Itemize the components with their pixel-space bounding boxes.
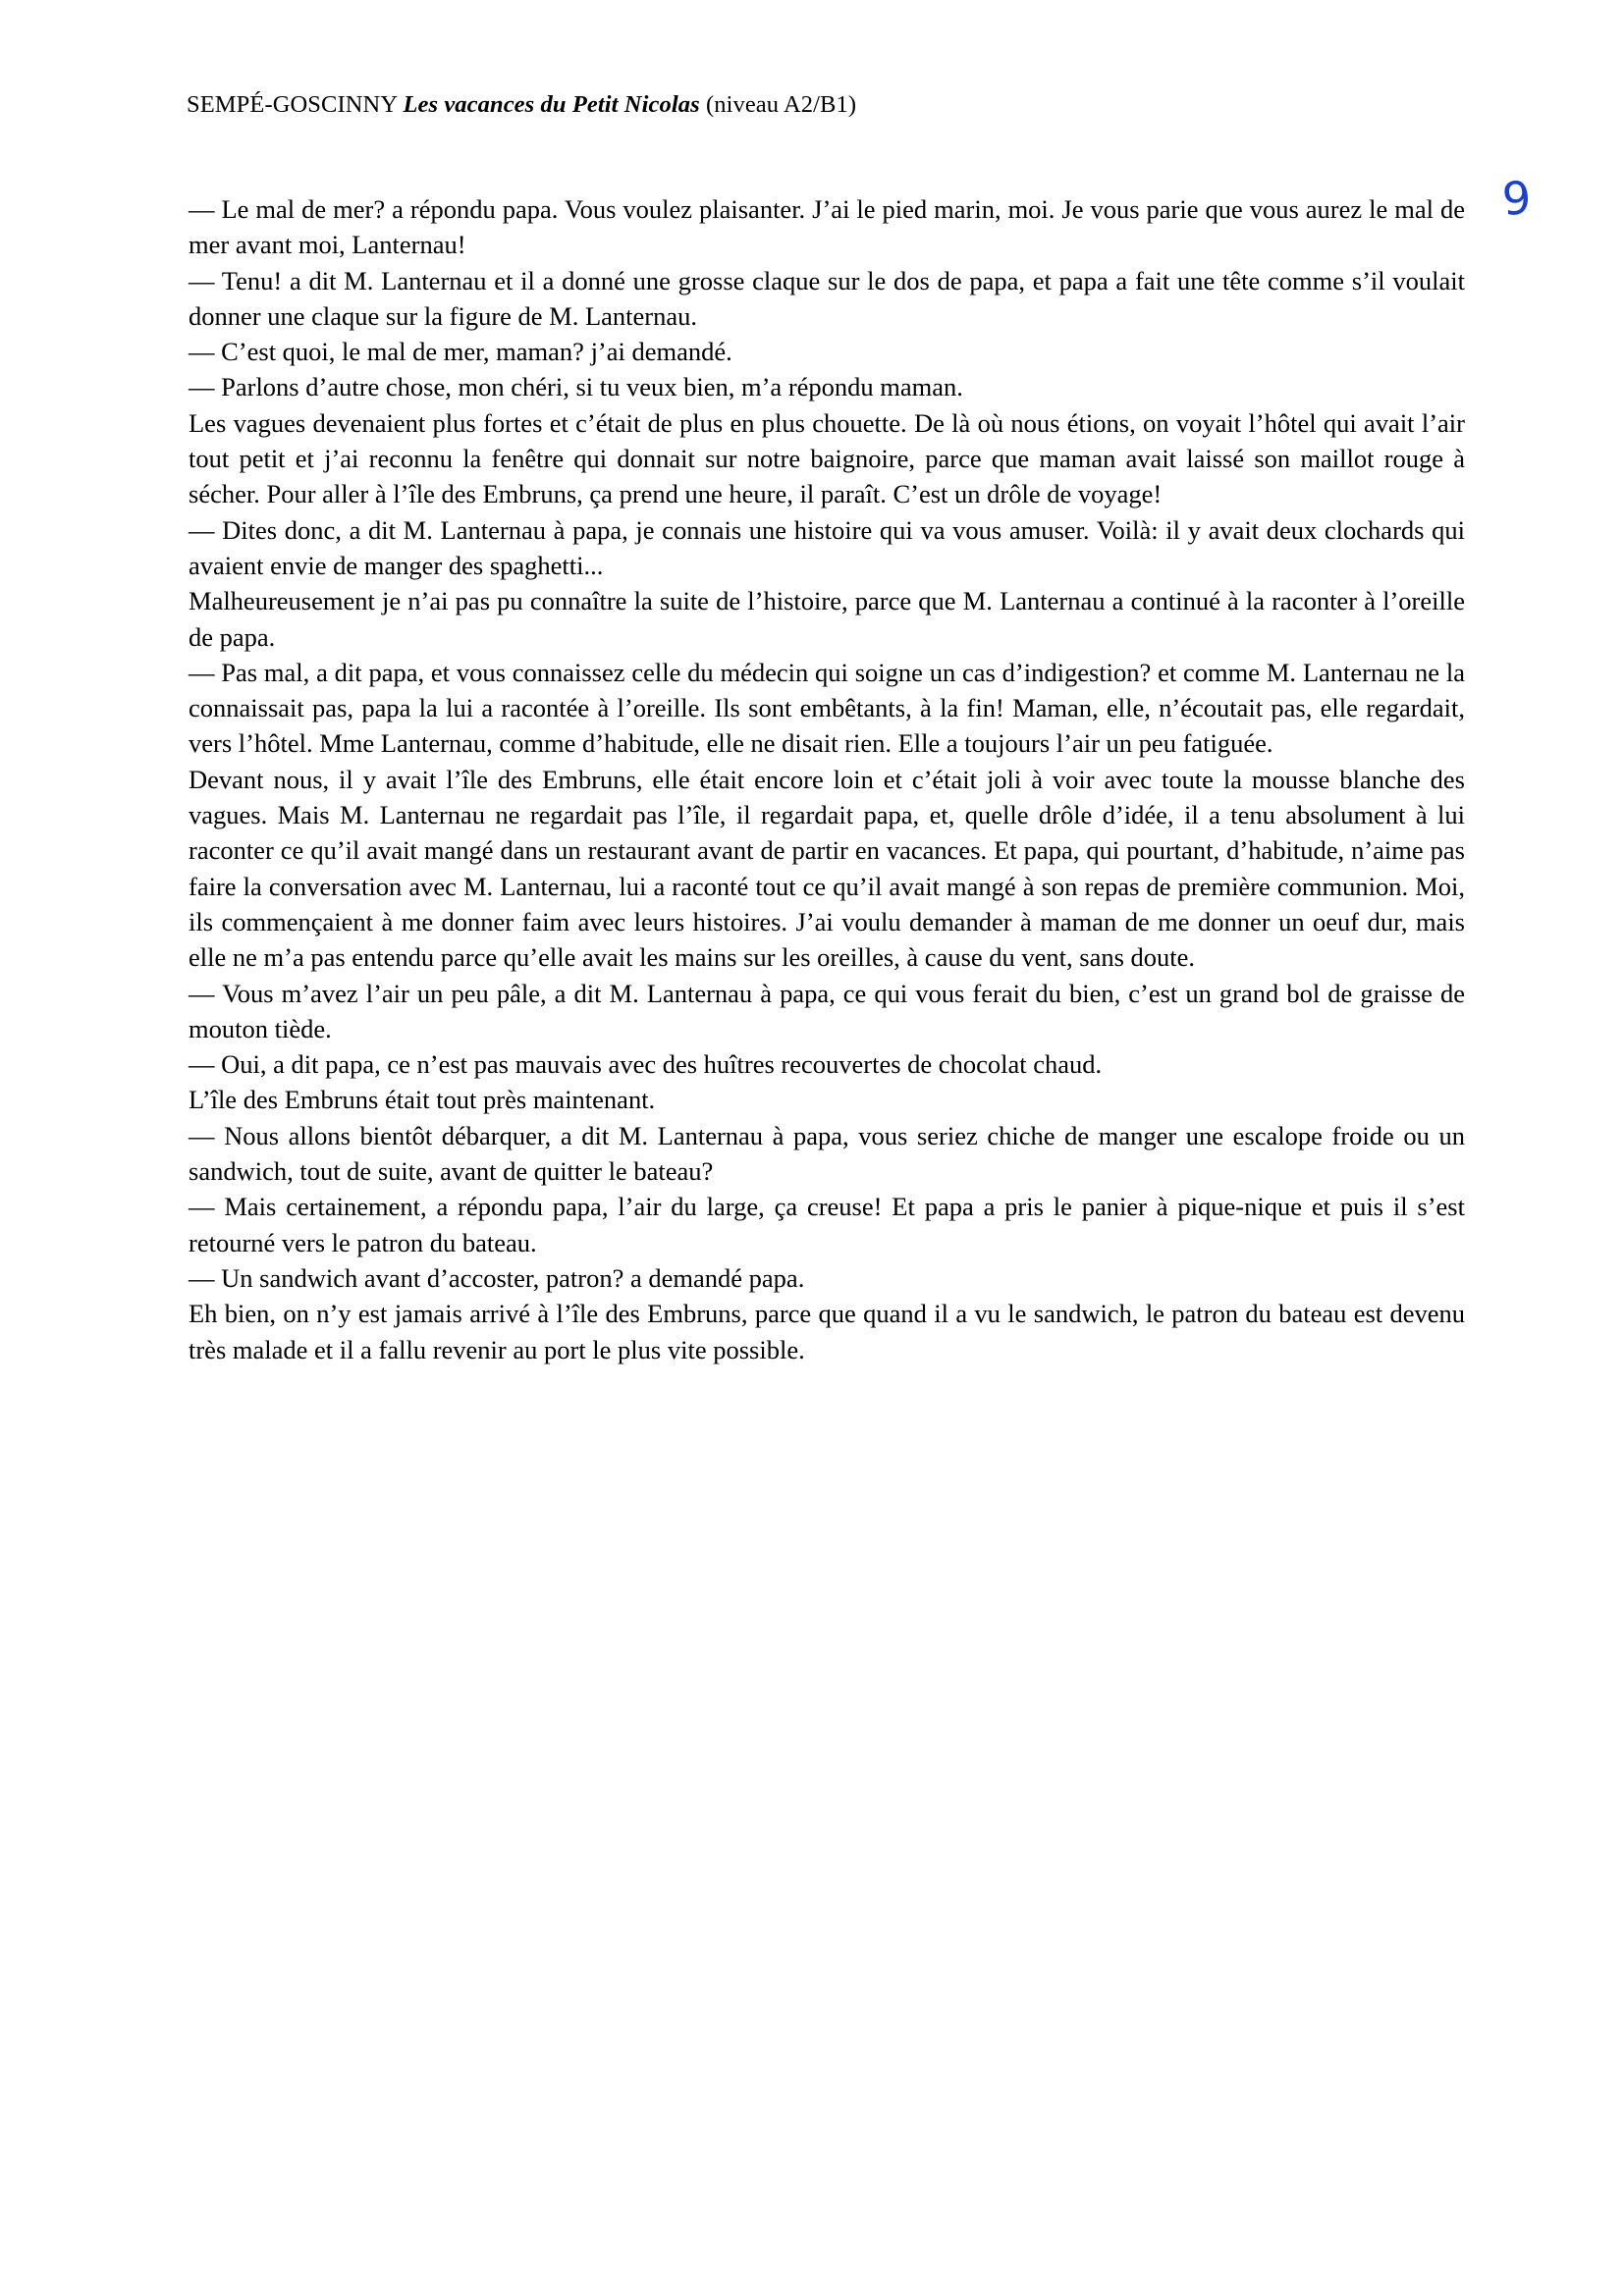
paragraph: — Mais certainement, a répondu papa, l’air du large, ça creuse! Et papa a pris le panier à pique-nique et puis il s’est retourné vers le patron du bateau.	[189, 1192, 1465, 1257]
header-authors: SEMPÉ-GOSCINNY	[187, 91, 404, 118]
paragraph: Eh bien, on n’y est jamais arrivé à l’île des Embruns, parce que quand il a vu le sandwich, le patron du bateau est devenu très malade et il a fallu revenir au port le plus vite possible.	[189, 1299, 1465, 1364]
paragraph: L’île des Embruns était tout près maintenant.	[189, 1085, 656, 1115]
paragraph: — Un sandwich avant d’accoster, patron? a demandé papa.	[189, 1262, 805, 1293]
paragraph: — Pas mal, a dit papa, et vous connaissez celle du médecin qui soigne un cas d’indigestion? et comme M. Lanternau ne la connaissait pas, papa la lui a racontée à l’oreille. Ils sont embêtants, à la fin! Maman, elle, n’écoutait pas, elle regardait, vers l’hôtel. Mme Lanternau, comme d’habitude, elle ne disait rien. Elle a toujours l’air un peu fatiguée.	[189, 657, 1465, 759]
paragraph: — Oui, a dit papa, ce n’est pas mauvais avec des huîtres recouvertes de chocolat chaud.	[189, 1049, 1103, 1080]
header-level: (niveau A2/B1)	[699, 91, 857, 118]
paragraph: — Le mal de mer? a répondu papa. Vous voulez plaisanter. J’ai le pied marin, moi. Je vous parie que vous aurez le mal de mer avant moi, Lanternau!	[189, 194, 1465, 260]
paragraph: Devant nous, il y avait l’île des Embruns, elle était encore loin et c’était joli à voir avec toute la mousse blanche des vagues. Mais M. Lanternau ne regardait pas l’île, il regardait papa, et, quelle drôle d’idée, il a tenu absolument à lui raconter ce qu’il avait mangé dans un restaurant avant de partir en vacances. Et papa, qui pourtant, d’habitude, n’aime pas faire la conversation avec M. Lanternau, lui a raconté tout ce qu’il avait mangé à son repas de première communion. Moi, ils commençaient à me donner faim avec leurs histoires. J’ai voulu demander à maman de me donner un oeuf dur, mais elle ne m’a pas entendu parce qu’elle avait les mains sur les oreilles, à cause du vent, sans doute.	[189, 764, 1465, 973]
paragraph: — Vous m’avez l’air un peu pâle, a dit M. Lanternau à papa, ce qui vous ferait du bien, c’est un grand bol de graisse de mouton tiède.	[189, 978, 1465, 1043]
paragraph: — Nous allons bientôt débarquer, a dit M. Lanternau à papa, vous seriez chiche de manger une escalope froide ou un sandwich, tout de suite, avant de quitter le bateau?	[189, 1120, 1465, 1187]
paragraph: — Parlons d’autre chose, mon chéri, si tu veux bien, m’a répondu maman.	[189, 372, 963, 402]
paragraph: Malheureusement je n’ai pas pu connaître la suite de l’histoire, parce que M. Lanternau a continué à la raconter à l’oreille de papa.	[189, 586, 1465, 652]
paragraph: — Dites donc, a dit M. Lanternau à papa, je connais une histoire qui va vous amuser. Voilà: il y avait deux clochards qui avaient envie de manger des spaghetti...	[189, 514, 1465, 580]
page-number: 9	[1500, 171, 1534, 226]
header-book-title: Les vacances du Petit Nicolas	[403, 91, 700, 118]
paragraph: — Tenu! a dit M. Lanternau et il a donné une grosse claque sur le dos de papa, et papa a fait une tête comme s’il voulait donner une claque sur la figure de M. Lanternau.	[189, 265, 1465, 331]
paragraph: — C’est quoi, le mal de mer, maman? j’ai demandé.	[189, 337, 732, 367]
body-text	[189, 191, 1465, 1367]
page-header	[187, 90, 1463, 119]
paragraph: Les vagues devenaient plus fortes et c’était de plus en plus chouette. De là où nous étions, on voyait l’hôtel qui avait l’air tout petit et j’ai reconnu la fenêtre qui donnait sur notre baignoire, parce que maman avait laissé son maillot rouge à sécher. Pour aller à l’île des Embruns, ça prend une heure, il paraît. C’est un drôle de voyage!	[189, 407, 1465, 509]
